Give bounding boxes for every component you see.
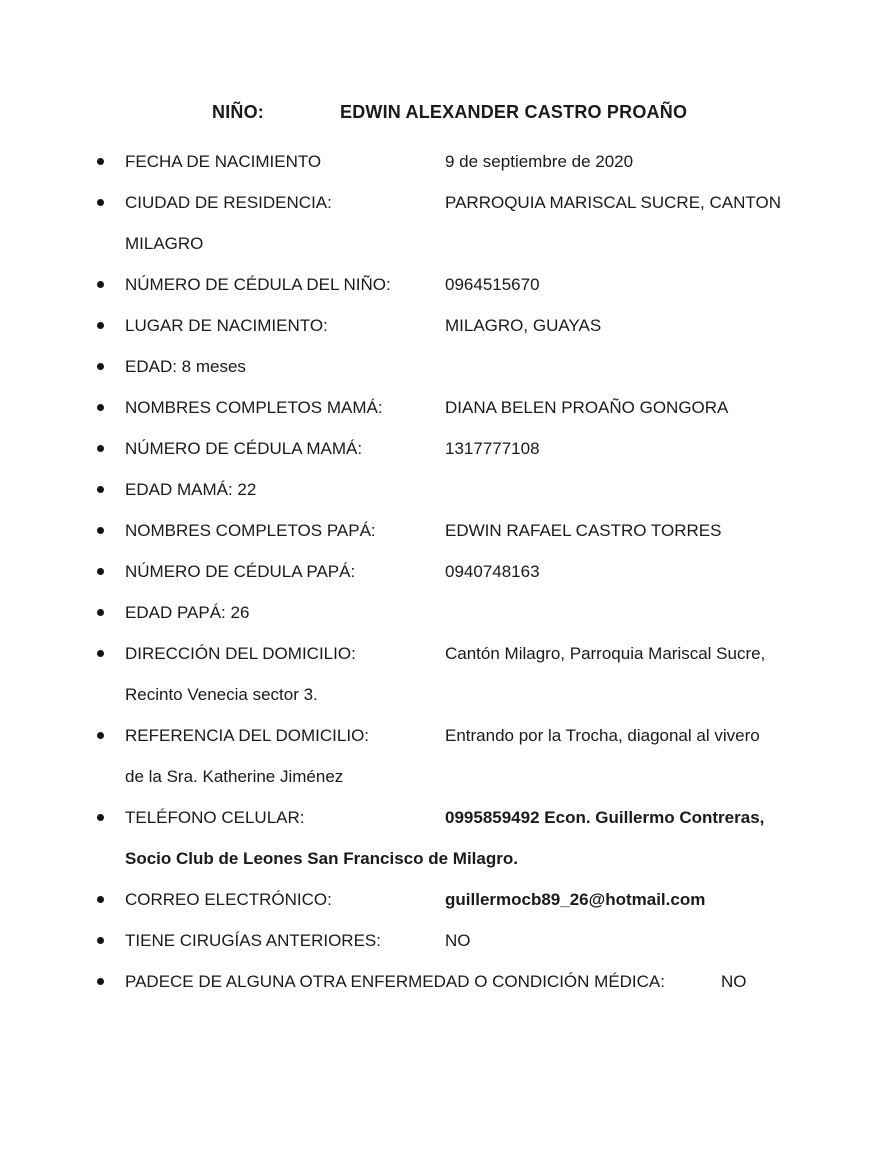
list-item xyxy=(95,715,855,797)
list-item xyxy=(95,633,855,715)
field-label: NOMBRES COMPLETOS MAMÁ: xyxy=(125,398,383,417)
bullet-icon xyxy=(97,732,104,739)
field-label: LUGAR DE NACIMIENTO: xyxy=(125,316,328,335)
field-label: EDAD MAMÁ: 22 xyxy=(125,480,257,499)
bullet-icon xyxy=(97,650,104,657)
item-line-continuation xyxy=(95,756,855,797)
list-item xyxy=(95,510,855,551)
field-label: PADECE DE ALGUNA OTRA ENFERMEDAD O CONDICIÓN MÉDICA: xyxy=(125,972,665,991)
item-line xyxy=(95,879,855,920)
item-line xyxy=(95,182,855,223)
field-value-continuation: Recinto Venecia sector 3. xyxy=(125,685,318,704)
item-line xyxy=(95,510,855,551)
bullet-icon xyxy=(97,158,104,165)
document-title xyxy=(212,102,687,123)
item-line xyxy=(95,797,855,838)
list-item xyxy=(95,797,855,879)
list-item xyxy=(95,551,855,592)
item-line-continuation xyxy=(95,674,855,715)
item-line xyxy=(95,715,855,756)
field-value: 0940748163 xyxy=(445,562,540,581)
info-list xyxy=(95,141,855,1002)
list-item xyxy=(95,264,855,305)
field-value-continuation: MILAGRO xyxy=(125,234,204,253)
child-name: EDWIN ALEXANDER CASTRO PROAÑO xyxy=(340,102,688,122)
item-line xyxy=(95,633,855,674)
field-label: EDAD: 8 meses xyxy=(125,357,246,376)
bullet-icon xyxy=(97,814,104,821)
bullet-icon xyxy=(97,281,104,288)
field-value: guillermocb89_26@hotmail.com xyxy=(445,890,706,909)
field-value: 9 de septiembre de 2020 xyxy=(445,152,634,171)
item-line xyxy=(95,592,855,633)
field-label: CIUDAD DE RESIDENCIA: xyxy=(125,193,332,212)
field-value: Entrando por la Trocha, diagonal al vivero xyxy=(445,726,760,745)
bullet-icon xyxy=(97,445,104,452)
field-value: NO xyxy=(445,931,471,950)
bullet-icon xyxy=(97,896,104,903)
list-item xyxy=(95,879,855,920)
bullet-icon xyxy=(97,527,104,534)
list-item xyxy=(95,428,855,469)
field-label: EDAD PAPÁ: 26 xyxy=(125,603,250,622)
field-value-continuation: Socio Club de Leones San Francisco de Milagro. xyxy=(125,849,518,868)
list-item xyxy=(95,961,855,1002)
item-line-continuation xyxy=(95,223,855,264)
field-label: DIRECCIÓN DEL DOMICILIO: xyxy=(125,644,356,663)
field-value: 0964515670 xyxy=(445,275,540,294)
bullet-icon xyxy=(97,199,104,206)
field-value: 1317777108 xyxy=(445,439,540,458)
field-label: NÚMERO DE CÉDULA MAMÁ: xyxy=(125,439,363,458)
bullet-icon xyxy=(97,322,104,329)
field-value: PARROQUIA MARISCAL SUCRE, CANTON xyxy=(445,193,781,212)
bullet-icon xyxy=(97,404,104,411)
field-value: 0995859492 Econ. Guillermo Contreras, xyxy=(445,808,765,827)
item-line xyxy=(95,961,855,1002)
title-label: NIÑO: xyxy=(212,102,264,122)
item-line xyxy=(95,469,855,510)
item-line xyxy=(95,264,855,305)
bullet-icon xyxy=(97,609,104,616)
field-label: NÚMERO DE CÉDULA PAPÁ: xyxy=(125,562,356,581)
field-label: REFERENCIA DEL DOMICILIO: xyxy=(125,726,370,745)
item-line xyxy=(95,428,855,469)
field-value: DIANA BELEN PROAÑO GONGORA xyxy=(445,398,729,417)
field-value-continuation: de la Sra. Katherine Jiménez xyxy=(125,767,344,786)
bullet-icon xyxy=(97,568,104,575)
item-line xyxy=(95,387,855,428)
bullet-icon xyxy=(97,486,104,493)
list-item xyxy=(95,346,855,387)
field-label: TIENE CIRUGÍAS ANTERIORES: xyxy=(125,931,381,950)
field-value: Cantón Milagro, Parroquia Mariscal Sucre, xyxy=(445,644,766,663)
list-item xyxy=(95,141,855,182)
field-label: NÚMERO DE CÉDULA DEL NIÑO: xyxy=(125,275,391,294)
list-item xyxy=(95,305,855,346)
bullet-icon xyxy=(97,937,104,944)
field-value: NO xyxy=(721,972,747,991)
field-value: EDWIN RAFAEL CASTRO TORRES xyxy=(445,521,722,540)
list-item xyxy=(95,182,855,264)
field-label: NOMBRES COMPLETOS PAPÁ: xyxy=(125,521,376,540)
field-value: MILAGRO, GUAYAS xyxy=(445,316,602,335)
bullet-icon xyxy=(97,363,104,370)
field-label: FECHA DE NACIMIENTO xyxy=(125,152,322,171)
field-label: CORREO ELECTRÓNICO: xyxy=(125,890,332,909)
item-line xyxy=(95,141,855,182)
field-label: TELÉFONO CELULAR: xyxy=(125,808,305,827)
list-item xyxy=(95,469,855,510)
list-item xyxy=(95,387,855,428)
item-line xyxy=(95,920,855,961)
item-line-continuation xyxy=(95,838,855,879)
list-item xyxy=(95,592,855,633)
item-line xyxy=(95,346,855,387)
list-item xyxy=(95,920,855,961)
item-line xyxy=(95,305,855,346)
item-line xyxy=(95,551,855,592)
bullet-icon xyxy=(97,978,104,985)
